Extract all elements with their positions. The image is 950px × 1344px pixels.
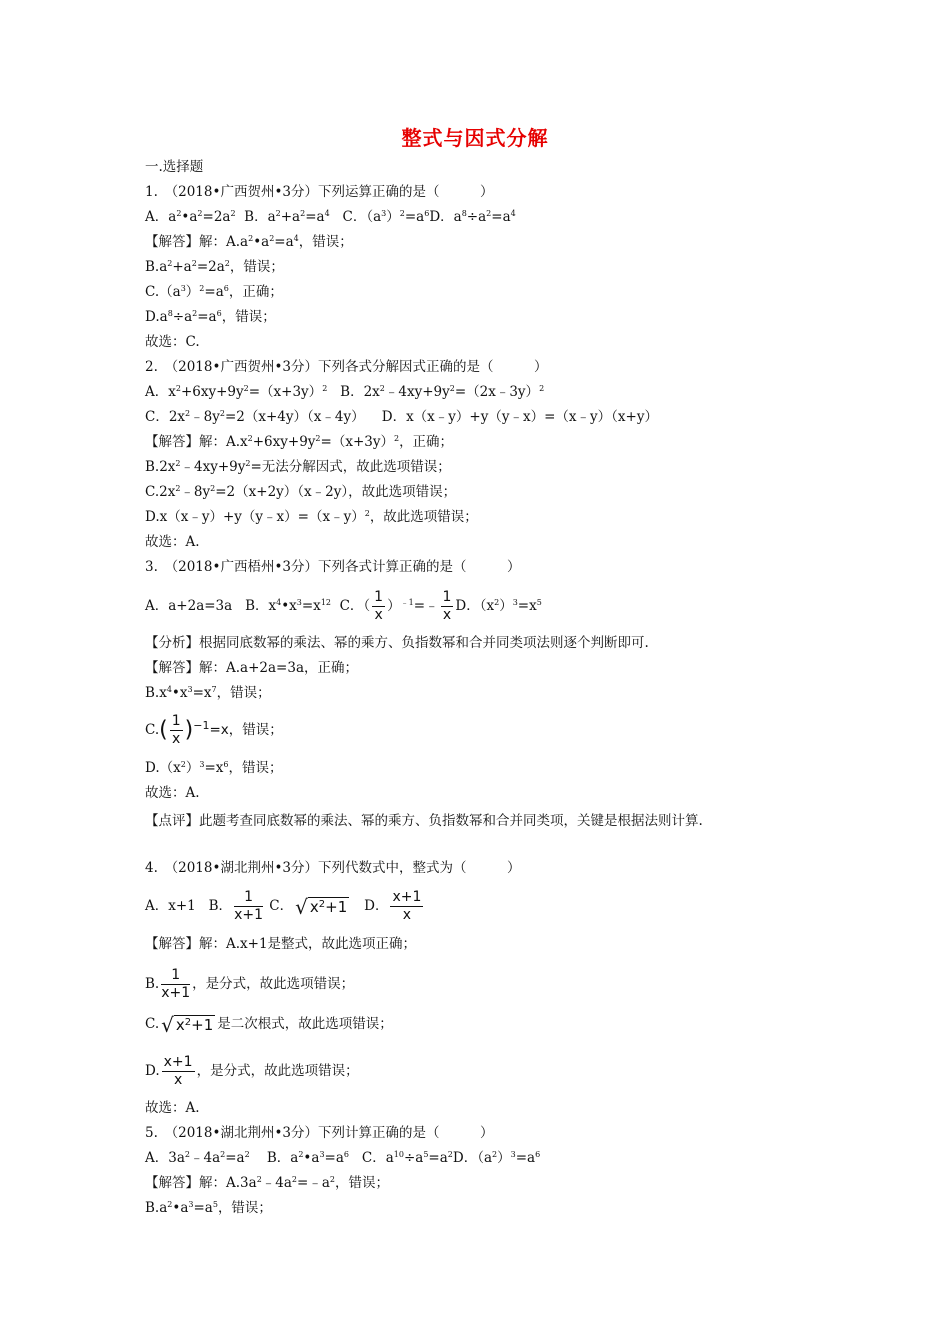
answer-1: 【解答】解：$A.a^2•a^2=a^4$，错误； [145,234,353,250]
answer-3-choice: 故选：A. [145,785,200,801]
section-heading: 一.选择题 [145,159,204,175]
answer-2-d: D.x（x﹣y）+y（y﹣x）=（x﹣y）$^2$，故此选项错误； [145,509,478,525]
comment-3: 【点评】此题考查同底数幂的乘法、幂的乘方、负指数幂和合并同类项，关键是根据法则计算. [145,813,703,829]
question-2-options-ab: A．$x^2+6xy+9y^2=(x+3y)^2$ B．$2x^2﹣4xy+9y^2=(2x﹣3y)^2$ [145,384,545,400]
question-3: 3. （2018•广西梧州•3分）下列各式计算正确的是（ ） [145,559,521,575]
answer-2: 【解答】解：$A.x^2+6xy+9y^2=(x+3y)^2$，正确； [145,434,454,450]
question-1: 1. （2018•广西贺州•3分）下列运算正确的是（ ） [145,184,494,200]
answer-2-choice: 故选：A. [145,534,200,550]
answer-3-c: C.( $\frac{1}{x}$ )$^{-1}$=x，错误； [145,713,283,747]
question-4: 4. （2018•湖北荆州•3分）下列代数式中，整式为（ ） [145,860,521,876]
answer-2-c: $C.2x^2﹣8y^2=2(x+2y)(x﹣2y)$，故此选项错误； [145,484,457,500]
question-4-options: A．x+1 B． $\frac{1}{x+1}$ C． √ $x^2+1$ D． $\frac{x+1}{x}$ [145,889,422,923]
answer-3-b: $B.x^4•x^3=x^7$，错误； [145,685,271,701]
page-title: 整式与因式分解 [401,126,549,150]
question-5: 5. （2018•湖北荆州•3分）下列计算正确的是（ ） [145,1125,494,1141]
answer-1-b: $B.a^2+a^2=2a^2$，错误； [145,259,284,275]
answer-5-b: $B.a^2•a^3=a^5$，错误； [145,1200,272,1216]
answer-1-d: $D.a^8\div a^2=a^6$，错误； [145,309,276,325]
answer-3-d: $D.(x^2)^3=x^6$，错误； [145,760,283,776]
answer-1-c: $C.(a^3)^2=a^6$，正确； [145,284,283,300]
answer-1-choice: 故选：C. [145,334,200,350]
question-3-options: A．a+2a=3a B．$x^4•x^3=x^{12}$ C．（ $\frac{1}{x}$ ）$^{﹣1}$=﹣ $\frac{1}{x}$ D．$(x^2)^3=x^5$ [145,589,542,623]
question-1-options: A．$a^2•a^2=2a^2$ B．$a^2+a^2=a^4$ C．$(a^3)^2=a^6D$．$a^8\div a^2=a^4$ [145,209,516,225]
answer-4-choice: 故选：A. [145,1100,200,1116]
question-5-options: A．$3a^2﹣4a^2=a^2$ B．$a^2•a^3=a^6$ C．$a^{10}\div a^5=a^2D$．$(a^2)^3=a^6$ [145,1150,541,1166]
question-2-options-cd: C．$2x^2﹣8y^2=2(x+4y)(x﹣4y)$ D．x（x﹣y）+y（y﹣x）=（x﹣y）（x+y） [145,409,658,425]
answer-4-d: D. $\frac{x+1}{x}$ ，是分式，故此选项错误； [145,1054,359,1088]
answer-4-b: B. $\frac{1}{x+1}$ ，是分式，故此选项错误； [145,967,355,1001]
answer-4: 【解答】解：A.x+1是整式，故此选项正确； [145,936,417,952]
answer-5: 【解答】解：$A.3a^2﹣4a^2=﹣a^2$，错误； [145,1175,389,1191]
analysis-3: 【分析】根据同底数幂的乘法、幂的乘方、负指数幂和合并同类项法则逐个判断即可. [145,635,649,651]
question-2: 2. （2018•广西贺州•3分）下列各式分解因式正确的是（ ） [145,359,548,375]
answer-3: 【解答】解：A.a+2a=3a，正确； [145,660,358,676]
answer-2-b: $B.2x^2﹣4xy+9y^2=$无法分解因式，故此选项错误； [145,459,451,475]
answer-4-c: C. √ $x^2+1$ 是二次根式，故此选项错误； [145,1012,393,1037]
